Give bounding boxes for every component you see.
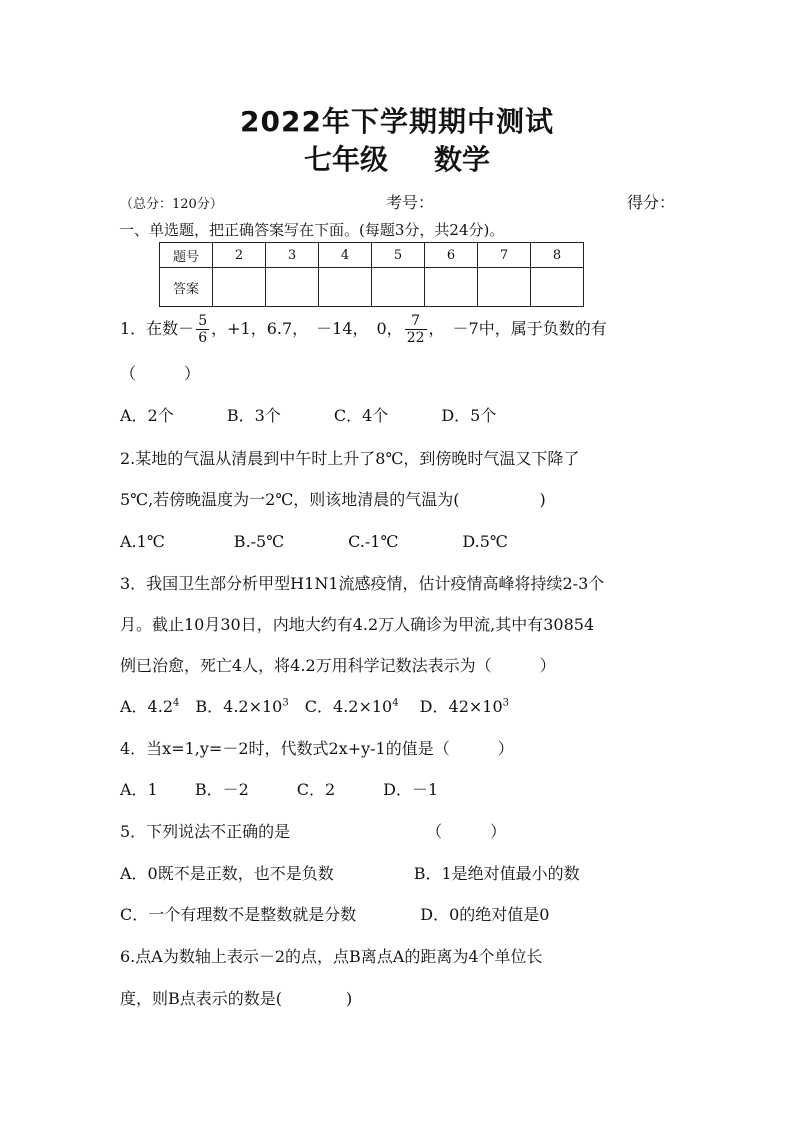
- q2-line1: 2.某地的气温从清晨到中午时上升了8℃，到傍晚时气温又下降了: [120, 449, 580, 468]
- section1-heading: 一、单选题，把正确答案写在下面。(每题3分，共24分)。: [119, 221, 505, 239]
- score-label: 得分：: [627, 193, 676, 212]
- answer-table-number-header: 题号: [160, 243, 213, 268]
- q4-options: A．1 B．－2 C．2 D．－1: [120, 780, 439, 799]
- q3-line1: 3．我国卫生部分析甲型H1N1流感疫情，估计疫情高峰将持续2-3个: [120, 574, 605, 593]
- q3-line2: 月。截止10月30日，内地大约有4.2万人确诊为甲流,其中有30854: [120, 615, 595, 634]
- exam-title: 2022年下学期期中测试: [240, 105, 554, 138]
- q5-options-2: C．一个有理数不是整数就是分数 D．0的绝对值是0: [120, 905, 550, 924]
- q5-line1: 5．下列说法不正确的是 （ ）: [120, 822, 507, 841]
- answer-cell[interactable]: [213, 268, 266, 307]
- q5-options-1: A．0既不是正数，也不是负数 B．1是绝对值最小的数: [120, 864, 580, 883]
- q1-stem: 1．在数－ $\frac{5}{6}$ ，+1，6.7， －14， 0， $\frac{7}{22}$ ， －7中，属于负数的有: [120, 313, 607, 346]
- answer-table-number: 6: [425, 243, 478, 268]
- answer-table-number: 3: [266, 243, 319, 268]
- answer-cell[interactable]: [266, 268, 319, 307]
- answer-table-number: 4: [319, 243, 372, 268]
- answer-cell[interactable]: [478, 268, 531, 307]
- total-score-label: （总分：120分）: [120, 197, 223, 212]
- q2-line2: 5℃,若傍晚温度为一2℃，则该地清晨的气温为( ): [120, 490, 546, 509]
- q4-line1: 4．当x=1,y=－2时，代数式2x+y-1的值是（ ）: [120, 739, 514, 758]
- q1-paren: （ ）: [120, 364, 201, 383]
- answer-table-number: 2: [213, 243, 266, 268]
- q3-options: A．$4.2^4$ B．$4.2\times 10^3$ C．$4.2\times 10^4$ D．$42\times 10^3$: [120, 697, 510, 716]
- answer-cell[interactable]: [531, 268, 584, 307]
- answer-table-number: 7: [478, 243, 531, 268]
- answer-cell[interactable]: [372, 268, 425, 307]
- q2-options: A.1℃ B.-5℃ C.-1℃ D.5℃: [120, 532, 508, 551]
- answer-table-number: 8: [531, 243, 584, 268]
- q1-options: A．2个 B．3个 C．4个 D．5个: [120, 406, 497, 425]
- q6-line1: 6.点A为数轴上表示－2的点，点B离点A的距离为4个单位长: [120, 947, 543, 966]
- answer-cell[interactable]: [319, 268, 372, 307]
- answer-cell[interactable]: [425, 268, 478, 307]
- grade-label: 七年级: [303, 143, 388, 176]
- exam-number-label: 考号：: [386, 193, 435, 212]
- answer-table-number: 5: [372, 243, 425, 268]
- fraction-5-6: $\frac{5}{6}$: [198, 313, 208, 346]
- q6-line2: 度，则B点表示的数是( ): [120, 989, 353, 1008]
- answer-table: [159, 242, 584, 307]
- exam-subtitle: [0, 138, 794, 178]
- q3-line3: 例已治愈，死亡4人，将4.2万用科学记数法表示为（ ）: [120, 656, 556, 675]
- fraction-7-22: $\frac{7}{22}$: [406, 313, 425, 346]
- subject-label: 数学: [434, 143, 491, 176]
- answer-table-answer-header: 答案: [160, 268, 213, 307]
